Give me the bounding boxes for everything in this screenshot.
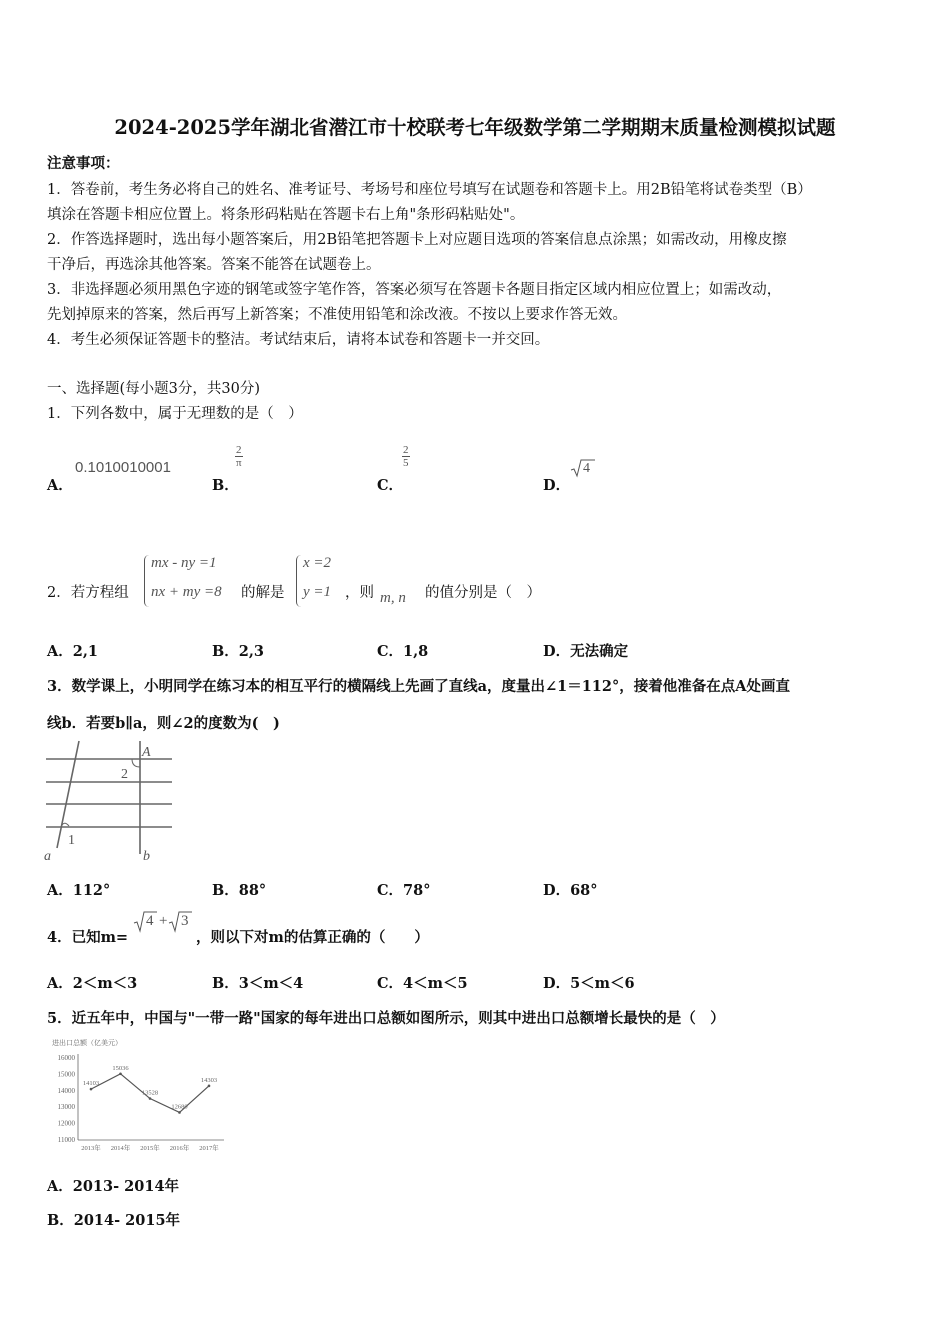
q2-option-c[interactable]: C．1,8 [377,643,429,660]
q4-expression [133,910,195,934]
notice-line: 先划掉原来的答案，然后再写上新答案；不准使用铅笔和涂改液。不按以上要求作答无效。 [47,307,627,323]
chart-y-tick-label: 12000 [57,1119,75,1128]
q2-equation-2: nx + my =8 [151,584,222,600]
question-3-line-2: 线b．若要b∥a，则∠2的度数为( ) [47,715,280,732]
q1-option-b-label[interactable]: B． [212,477,239,494]
q1-option-c-fraction [402,444,410,469]
chart-y-tick-label: 14000 [57,1086,75,1095]
solution-brace [296,555,302,607]
q2-then: ，则 [345,585,374,601]
label-angle-1: 1 [68,833,75,848]
sqrt-radicand: 4 [146,913,154,929]
chart-y-axis-label: 进出口总额（亿美元） [52,1039,122,1047]
sqrt-radicand: 4 [583,461,590,476]
line-a [57,741,79,848]
q3-option-a[interactable]: A．112° [47,882,111,899]
q1-option-d-label[interactable]: D． [543,477,571,494]
q1-option-a-label[interactable]: A． [47,477,73,494]
question-2-prefix: 2．若方程组 [47,585,129,601]
chart-x-tick-label: 2013年 [81,1145,101,1152]
notice-line: 1．答卷前，考生务必将自己的姓名、准考证号、考场号和座位号填写在试题卷和答题卡上。用2B铅笔将试卷类型（B） [47,182,812,198]
q2-option-a[interactable]: A．2,1 [47,643,98,660]
q5-option-b[interactable]: B．2014- 2015年 [47,1212,181,1229]
q2-equation-1: mx - ny =1 [151,555,217,571]
label-line-b: b [143,849,150,864]
chart-data-point [119,1073,122,1076]
label-line-a: a [44,849,51,864]
q3-option-d[interactable]: D．68° [543,882,598,899]
label-a-point: A [142,745,151,760]
chart-data-label: 13528 [141,1089,159,1097]
system-brace [144,555,150,607]
chart-y-tick-label: 13000 [57,1103,75,1112]
q2-option-d[interactable]: D．无法确定 [543,643,629,660]
notice-line: 2．作答选择题时，选出每小题答案后，用2B铅笔把答题卡上对应题目选项的答案信息点涂黑；如需改动，用橡皮擦 [47,232,787,248]
q4-option-b[interactable]: B．3＜m＜4 [212,975,304,992]
chart-data-point [90,1088,93,1091]
q1-option-b-fraction [235,444,243,469]
chart-data-label: 14103 [82,1080,100,1088]
notice-line: 填涂在答题卡相应位置上。将条形码粘贴在答题卡右上角"条形码粘贴处"。 [47,207,525,223]
chart-x-tick-label: 2015年 [140,1145,160,1152]
q2-variables: m, n [380,590,406,606]
chart-x-tick-label: 2014年 [110,1145,131,1152]
sqrt-radicand: 3 [181,913,189,929]
q2-mid-text: 的解是 [241,585,285,601]
fraction-numerator: 2 [236,444,242,456]
fraction-denominator: π [235,457,242,469]
notice-heading: 注意事项： [47,155,120,172]
q5-option-a[interactable]: A．2013- 2014年 [47,1178,180,1195]
label-angle-2: 2 [121,767,128,782]
q4-option-c[interactable]: C．4＜m＜5 [377,975,468,992]
q3-option-c[interactable]: C．78° [377,882,431,899]
chart-data-label: 15036 [112,1064,129,1072]
parallel-lines-figure [44,740,184,865]
notice-line: 4．考生必须保证答题卡的整洁。考试结束后，请将本试卷和答题卡一并交回。 [47,332,550,348]
chart-x-tick-label: 2017年 [199,1145,219,1152]
chart-data-label: 14303 [200,1076,218,1084]
chart-y-tick-label: 11000 [57,1136,75,1144]
q2-solution-x: x =2 [303,555,332,571]
chart-y-tick-label: 15000 [57,1070,75,1079]
chart-data-point [208,1085,211,1088]
section-heading: 一、选择题(每小题3分，共30分) [47,381,260,397]
page-title: 2024-2025学年湖北省潜江市十校联考七年级数学第二学期期末质量检测模拟试题 [114,116,836,139]
q2-suffix: 的值分别是（ ） [425,585,541,601]
question-4-suffix: ，则以下对m的估算正确的（ ） [196,929,429,946]
question-3-line-1: 3．数学课上，小明同学在练习本的相互平行的横隔线上先画了直线a，度量出∠1＝112°，接着他准备在点A处画直 [47,678,790,695]
trade-line-chart [44,1036,234,1160]
question-5-stem: 5．近五年中，中国与"一带一路"国家的每年进出口总额如图所示，则其中进出口总额增长最快的是（ ） [47,1010,725,1027]
chart-y-tick-label: 16000 [57,1054,75,1062]
q4-option-d[interactable]: D．5＜m＜6 [543,975,635,992]
q1-option-a-value: 0.1010010001 [75,459,171,476]
plus-sign: + [159,913,168,929]
q1-option-c-label[interactable]: C． [377,477,404,494]
chart-data-point [178,1111,181,1114]
fraction-denominator: 5 [403,457,409,469]
q1-option-d-sqrt [570,458,596,482]
question-4-prefix: 4．已知m= [47,929,129,946]
q2-option-b[interactable]: B．2,3 [212,643,264,660]
fraction-numerator: 2 [403,444,409,456]
q3-option-b[interactable]: B．88° [212,882,267,899]
notice-line: 3．非选择题必须用黑色字迹的钢笔或签字笔作答，答案必须写在答题卡各题目指定区域内相应位置上；如需改动， [47,282,782,298]
chart-data-label: 12680 [171,1103,188,1111]
notice-line: 干净后，再选涂其他答案。答案不能答在试题卷上。 [47,257,381,273]
chart-data-point [149,1097,152,1100]
q2-solution-y: y =1 [303,584,332,600]
q4-option-a[interactable]: A．2＜m＜3 [47,975,138,992]
question-1-stem: 1．下列各数中，属于无理数的是（ ） [47,406,303,422]
chart-x-tick-label: 2016年 [169,1145,190,1152]
